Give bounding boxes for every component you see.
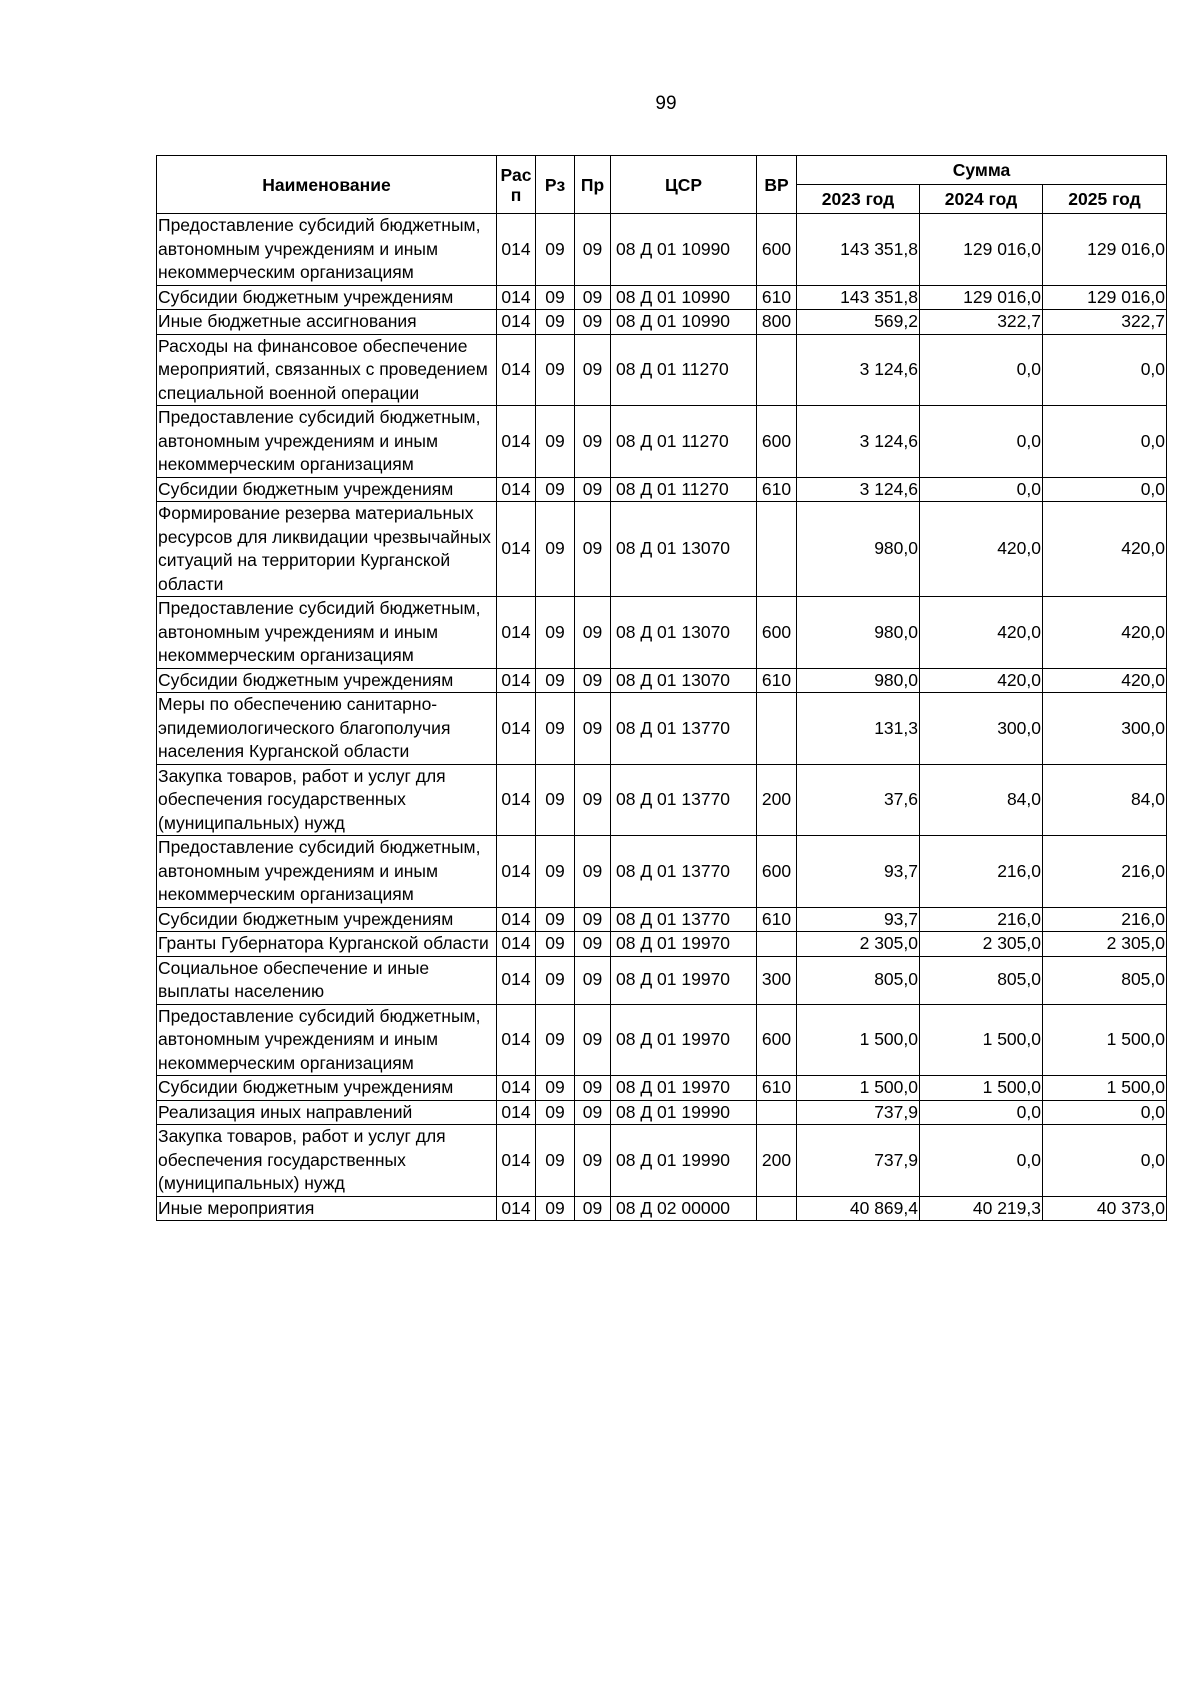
cell-csr: 08 Д 01 13770 <box>611 764 757 836</box>
table-header <box>157 156 1167 214</box>
cell-amount-2023: 3 124,6 <box>797 406 920 478</box>
cell-rz: 09 <box>536 334 575 406</box>
cell-rasp: 014 <box>497 932 536 957</box>
table-row <box>157 1004 1167 1076</box>
table-row <box>157 956 1167 1004</box>
cell-vr: 600 <box>757 836 797 908</box>
cell-amount-2024: 0,0 <box>920 1125 1043 1197</box>
cell-pr: 09 <box>575 1196 611 1221</box>
cell-pr: 09 <box>575 406 611 478</box>
cell-rz: 09 <box>536 477 575 502</box>
cell-amount-2025: 216,0 <box>1043 907 1167 932</box>
table-row <box>157 214 1167 286</box>
cell-amount-2024: 216,0 <box>920 907 1043 932</box>
cell-pr: 09 <box>575 907 611 932</box>
cell-name: Реализация иных направлений <box>157 1100 497 1125</box>
cell-vr: 610 <box>757 285 797 310</box>
cell-pr: 09 <box>575 502 611 597</box>
cell-vr: 610 <box>757 907 797 932</box>
cell-amount-2023: 569,2 <box>797 310 920 335</box>
cell-csr: 08 Д 01 10990 <box>611 214 757 286</box>
cell-amount-2024: 322,7 <box>920 310 1043 335</box>
budget-table <box>156 155 1167 1221</box>
cell-amount-2025: 0,0 <box>1043 406 1167 478</box>
cell-amount-2023: 93,7 <box>797 836 920 908</box>
cell-amount-2025: 322,7 <box>1043 310 1167 335</box>
cell-rasp: 014 <box>497 597 536 669</box>
cell-amount-2023: 980,0 <box>797 597 920 669</box>
cell-rasp: 014 <box>497 1100 536 1125</box>
cell-amount-2025: 0,0 <box>1043 1125 1167 1197</box>
cell-rz: 09 <box>536 1196 575 1221</box>
cell-csr: 08 Д 01 19970 <box>611 932 757 957</box>
cell-pr: 09 <box>575 597 611 669</box>
cell-amount-2025: 1 500,0 <box>1043 1076 1167 1101</box>
cell-amount-2023: 737,9 <box>797 1100 920 1125</box>
cell-vr <box>757 693 797 765</box>
cell-vr: 610 <box>757 477 797 502</box>
cell-amount-2024: 0,0 <box>920 334 1043 406</box>
cell-csr: 08 Д 01 10990 <box>611 310 757 335</box>
cell-amount-2023: 2 305,0 <box>797 932 920 957</box>
cell-csr: 08 Д 01 11270 <box>611 334 757 406</box>
cell-rz: 09 <box>536 285 575 310</box>
cell-amount-2025: 805,0 <box>1043 956 1167 1004</box>
cell-amount-2024: 420,0 <box>920 502 1043 597</box>
cell-name: Социальное обеспечение и иные выплаты населению <box>157 956 497 1004</box>
cell-name: Расходы на финансовое обеспечение мероприятий, связанных с проведением специальной военной операции <box>157 334 497 406</box>
cell-pr: 09 <box>575 1076 611 1101</box>
cell-rasp: 014 <box>497 214 536 286</box>
cell-pr: 09 <box>575 1125 611 1197</box>
cell-amount-2023: 40 869,4 <box>797 1196 920 1221</box>
cell-rz: 09 <box>536 693 575 765</box>
cell-pr: 09 <box>575 477 611 502</box>
cell-name: Меры по обеспечению санитарно-эпидемиологического благополучия населения Курганской области <box>157 693 497 765</box>
cell-name: Предоставление субсидий бюджетным, автономным учреждениям и иным некоммерческим организациям <box>157 1004 497 1076</box>
table-row <box>157 597 1167 669</box>
cell-csr: 08 Д 01 19970 <box>611 1076 757 1101</box>
header-year-2024: 2024 год <box>920 185 1043 214</box>
header-name: Наименование <box>157 156 497 214</box>
cell-pr: 09 <box>575 310 611 335</box>
cell-vr: 610 <box>757 1076 797 1101</box>
cell-name: Субсидии бюджетным учреждениям <box>157 907 497 932</box>
table-row <box>157 310 1167 335</box>
cell-vr: 300 <box>757 956 797 1004</box>
cell-amount-2024: 2 305,0 <box>920 932 1043 957</box>
cell-rasp: 014 <box>497 502 536 597</box>
cell-rasp: 014 <box>497 764 536 836</box>
cell-csr: 08 Д 01 13070 <box>611 597 757 669</box>
cell-rz: 09 <box>536 597 575 669</box>
cell-name: Предоставление субсидий бюджетным, автономным учреждениям и иным некоммерческим организациям <box>157 597 497 669</box>
cell-vr <box>757 1100 797 1125</box>
cell-csr: 08 Д 01 19970 <box>611 1004 757 1076</box>
cell-amount-2025: 0,0 <box>1043 334 1167 406</box>
header-csr: ЦСР <box>611 156 757 214</box>
cell-csr: 08 Д 01 19990 <box>611 1100 757 1125</box>
table-row <box>157 406 1167 478</box>
cell-csr: 08 Д 01 13770 <box>611 836 757 908</box>
cell-pr: 09 <box>575 334 611 406</box>
cell-rz: 09 <box>536 907 575 932</box>
cell-rz: 09 <box>536 1076 575 1101</box>
cell-pr: 09 <box>575 1004 611 1076</box>
cell-vr: 800 <box>757 310 797 335</box>
cell-amount-2023: 143 351,8 <box>797 285 920 310</box>
cell-amount-2024: 40 219,3 <box>920 1196 1043 1221</box>
cell-rasp: 014 <box>497 285 536 310</box>
cell-vr <box>757 932 797 957</box>
cell-amount-2025: 129 016,0 <box>1043 285 1167 310</box>
cell-csr: 08 Д 01 13770 <box>611 907 757 932</box>
table-row <box>157 285 1167 310</box>
cell-rasp: 014 <box>497 1125 536 1197</box>
cell-pr: 09 <box>575 1100 611 1125</box>
cell-amount-2025: 0,0 <box>1043 477 1167 502</box>
cell-pr: 09 <box>575 668 611 693</box>
cell-name: Предоставление субсидий бюджетным, автономным учреждениям и иным некоммерческим организациям <box>157 406 497 478</box>
page-number: 99 <box>655 93 677 114</box>
cell-amount-2025: 420,0 <box>1043 668 1167 693</box>
cell-vr <box>757 1196 797 1221</box>
cell-amount-2025: 420,0 <box>1043 597 1167 669</box>
cell-amount-2023: 737,9 <box>797 1125 920 1197</box>
cell-rz: 09 <box>536 1004 575 1076</box>
cell-amount-2024: 300,0 <box>920 693 1043 765</box>
cell-rz: 09 <box>536 502 575 597</box>
cell-rz: 09 <box>536 764 575 836</box>
cell-amount-2023: 3 124,6 <box>797 477 920 502</box>
cell-vr: 600 <box>757 1004 797 1076</box>
cell-amount-2024: 84,0 <box>920 764 1043 836</box>
cell-rasp: 014 <box>497 406 536 478</box>
cell-amount-2025: 1 500,0 <box>1043 1004 1167 1076</box>
cell-amount-2024: 129 016,0 <box>920 214 1043 286</box>
cell-rasp: 014 <box>497 693 536 765</box>
cell-rz: 09 <box>536 310 575 335</box>
cell-name: Субсидии бюджетным учреждениям <box>157 668 497 693</box>
cell-csr: 08 Д 01 13070 <box>611 502 757 597</box>
header-sum: Сумма <box>797 156 1167 185</box>
cell-pr: 09 <box>575 956 611 1004</box>
cell-csr: 08 Д 01 19970 <box>611 956 757 1004</box>
header-year-2025: 2025 год <box>1043 185 1167 214</box>
cell-pr: 09 <box>575 764 611 836</box>
cell-csr: 08 Д 02 00000 <box>611 1196 757 1221</box>
cell-rz: 09 <box>536 1100 575 1125</box>
cell-vr: 610 <box>757 668 797 693</box>
cell-amount-2023: 143 351,8 <box>797 214 920 286</box>
header-vr: ВР <box>757 156 797 214</box>
cell-amount-2025: 216,0 <box>1043 836 1167 908</box>
table-row <box>157 1076 1167 1101</box>
cell-amount-2023: 37,6 <box>797 764 920 836</box>
cell-rasp: 014 <box>497 1196 536 1221</box>
cell-name: Иные мероприятия <box>157 1196 497 1221</box>
cell-csr: 08 Д 01 13770 <box>611 693 757 765</box>
cell-amount-2023: 131,3 <box>797 693 920 765</box>
table-row <box>157 334 1167 406</box>
cell-name: Предоставление субсидий бюджетным, автономным учреждениям и иным некоммерческим организациям <box>157 214 497 286</box>
cell-rasp: 014 <box>497 1004 536 1076</box>
cell-amount-2025: 84,0 <box>1043 764 1167 836</box>
cell-amount-2023: 1 500,0 <box>797 1004 920 1076</box>
cell-csr: 08 Д 01 11270 <box>611 477 757 502</box>
cell-amount-2024: 420,0 <box>920 668 1043 693</box>
cell-rz: 09 <box>536 836 575 908</box>
table-row <box>157 764 1167 836</box>
cell-rasp: 014 <box>497 477 536 502</box>
cell-amount-2023: 805,0 <box>797 956 920 1004</box>
cell-pr: 09 <box>575 214 611 286</box>
table-row <box>157 502 1167 597</box>
cell-amount-2023: 980,0 <box>797 668 920 693</box>
cell-csr: 08 Д 01 10990 <box>611 285 757 310</box>
cell-rz: 09 <box>536 956 575 1004</box>
cell-name: Гранты Губернатора Курганской области <box>157 932 497 957</box>
cell-vr <box>757 334 797 406</box>
cell-rz: 09 <box>536 668 575 693</box>
cell-vr <box>757 502 797 597</box>
header-year-2023: 2023 год <box>797 185 920 214</box>
cell-name: Субсидии бюджетным учреждениям <box>157 477 497 502</box>
table-row <box>157 1196 1167 1221</box>
cell-vr: 600 <box>757 406 797 478</box>
cell-rasp: 014 <box>497 668 536 693</box>
cell-pr: 09 <box>575 932 611 957</box>
cell-rasp: 014 <box>497 836 536 908</box>
cell-amount-2023: 3 124,6 <box>797 334 920 406</box>
table-row <box>157 1125 1167 1197</box>
cell-amount-2024: 216,0 <box>920 836 1043 908</box>
cell-pr: 09 <box>575 285 611 310</box>
cell-csr: 08 Д 01 19990 <box>611 1125 757 1197</box>
table-row <box>157 836 1167 908</box>
cell-csr: 08 Д 01 11270 <box>611 406 757 478</box>
table-row <box>157 932 1167 957</box>
cell-pr: 09 <box>575 836 611 908</box>
cell-amount-2023: 1 500,0 <box>797 1076 920 1101</box>
cell-rasp: 014 <box>497 956 536 1004</box>
cell-rz: 09 <box>536 1125 575 1197</box>
header-rz: Рз <box>536 156 575 214</box>
cell-amount-2023: 980,0 <box>797 502 920 597</box>
cell-vr: 600 <box>757 214 797 286</box>
cell-amount-2024: 129 016,0 <box>920 285 1043 310</box>
cell-amount-2024: 0,0 <box>920 477 1043 502</box>
cell-amount-2024: 0,0 <box>920 406 1043 478</box>
table-body <box>157 214 1167 1221</box>
cell-rasp: 014 <box>497 1076 536 1101</box>
cell-amount-2025: 40 373,0 <box>1043 1196 1167 1221</box>
cell-pr: 09 <box>575 693 611 765</box>
cell-amount-2024: 0,0 <box>920 1100 1043 1125</box>
cell-vr: 200 <box>757 1125 797 1197</box>
header-pr: Пр <box>575 156 611 214</box>
cell-name: Предоставление субсидий бюджетным, автономным учреждениям и иным некоммерческим организациям <box>157 836 497 908</box>
cell-amount-2025: 129 016,0 <box>1043 214 1167 286</box>
cell-rz: 09 <box>536 406 575 478</box>
cell-rz: 09 <box>536 214 575 286</box>
cell-name: Субсидии бюджетным учреждениям <box>157 285 497 310</box>
table-row <box>157 477 1167 502</box>
cell-name: Иные бюджетные ассигнования <box>157 310 497 335</box>
cell-amount-2024: 420,0 <box>920 597 1043 669</box>
cell-name: Закупка товаров, работ и услуг для обеспечения государственных (муниципальных) нужд <box>157 764 497 836</box>
table-row <box>157 693 1167 765</box>
cell-name: Закупка товаров, работ и услуг для обеспечения государственных (муниципальных) нужд <box>157 1125 497 1197</box>
cell-amount-2025: 420,0 <box>1043 502 1167 597</box>
cell-rasp: 014 <box>497 310 536 335</box>
cell-vr: 600 <box>757 597 797 669</box>
cell-amount-2023: 93,7 <box>797 907 920 932</box>
cell-amount-2025: 0,0 <box>1043 1100 1167 1125</box>
cell-amount-2024: 805,0 <box>920 956 1043 1004</box>
table-row <box>157 668 1167 693</box>
cell-rasp: 014 <box>497 334 536 406</box>
cell-amount-2024: 1 500,0 <box>920 1076 1043 1101</box>
cell-csr: 08 Д 01 13070 <box>611 668 757 693</box>
cell-amount-2025: 2 305,0 <box>1043 932 1167 957</box>
cell-name: Субсидии бюджетным учреждениям <box>157 1076 497 1101</box>
cell-name: Формирование резерва материальных ресурсов для ликвидации чрезвычайных ситуаций на территории Курганской области <box>157 502 497 597</box>
table-row <box>157 907 1167 932</box>
header-rasp: Рас п <box>497 156 536 214</box>
table-row <box>157 1100 1167 1125</box>
cell-vr: 200 <box>757 764 797 836</box>
cell-amount-2024: 1 500,0 <box>920 1004 1043 1076</box>
cell-rasp: 014 <box>497 907 536 932</box>
cell-amount-2025: 300,0 <box>1043 693 1167 765</box>
cell-rz: 09 <box>536 932 575 957</box>
